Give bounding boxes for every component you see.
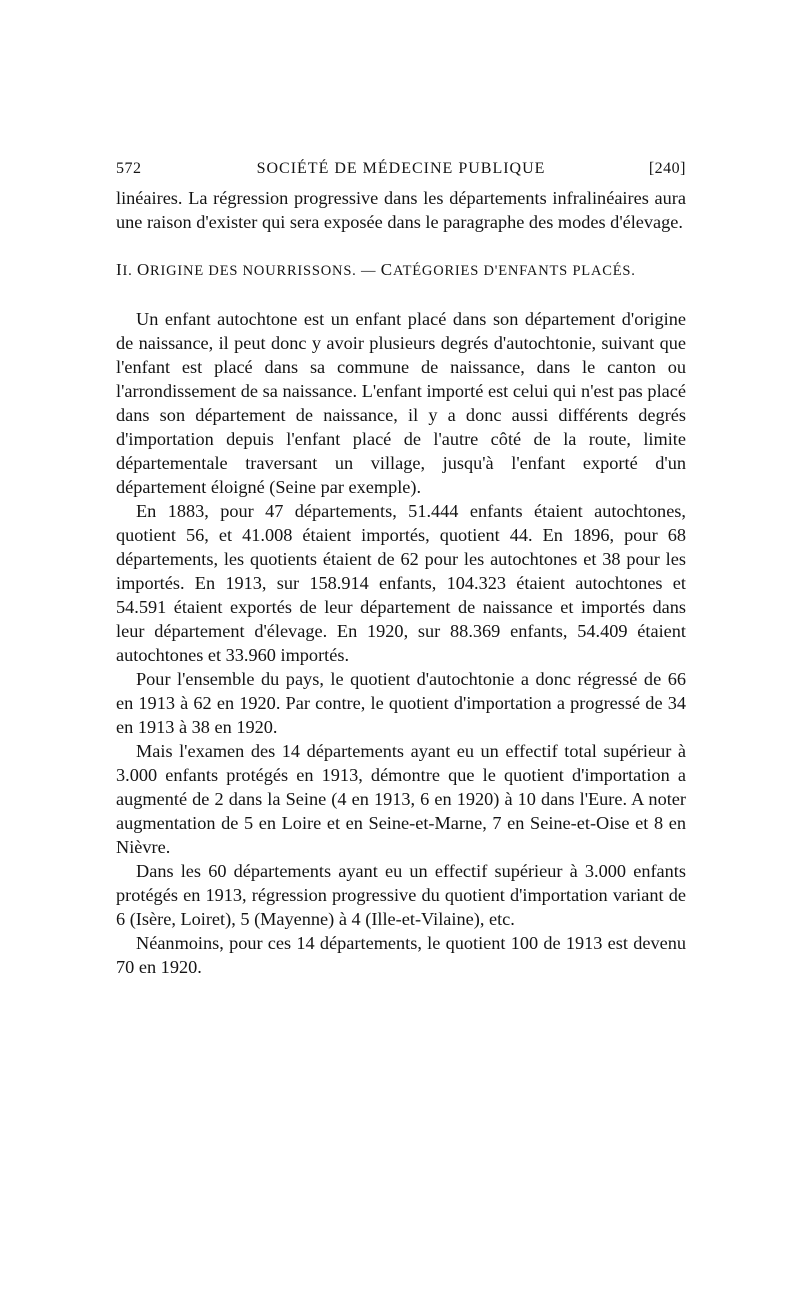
folio-number: [240] — [648, 160, 686, 177]
book-page — [116, 156, 686, 979]
paragraph-conclusion: Néanmoins, pour ces 14 départements, le quotient 100 de 1913 est devenu 70 en 1920. — [116, 933, 686, 977]
section-heading: II. ORIGINE DES NOURRISSONS. — CATÉGORIES D'ENFANTS PLACÉS. — [116, 260, 636, 279]
running-title: SOCIÉTÉ DE MÉDECINE PUBLIQUE — [256, 160, 546, 177]
opening-paragraph: linéaires. La régression progressive dans les départements infralinéaires aura une raison d'exister qui sera exposée dans le paragraphe des modes d'élevage. — [116, 188, 686, 232]
paragraph-sixty-departments: Dans les 60 départements ayant eu un effectif supérieur à 3.000 enfants protégés en 1913, régression progressive du quotient d'importation variant de 6 (Isère, Loiret), 5 (Mayenne) à 4 (Ille-et-Vilaine), etc. — [116, 861, 686, 929]
running-header — [116, 156, 686, 186]
paragraph-definition: Un enfant autochtone est un enfant placé dans son département d'origine de naissance, il peut donc y avoir plusieurs degrés d'autochtonie, suivant que l'enfant est placé dans sa commune de naissance, dans le canton ou l'arrondissement de sa naissance. L'enfant importé est celui qui n'est pas placé dans son département de naissance, il y a donc aussi différents degrés d'importation depuis l'enfant placé de l'autre côté de la route, limite départementale traversant un village, jusqu'à l'enfant exporté d'un département éloigné (Seine par exemple). — [116, 309, 686, 497]
page-number: 572 — [116, 160, 142, 177]
paragraph-statistics: En 1883, pour 47 départements, 51.444 enfants étaient autochtones, quotient 56, et 41.008 étaient importés, quotient 44. En 1896, pour 68 départements, les quotients étaient de 62 pour les autochtones et 38 pour les importés. En 1913, sur 158.914 enfants, 104.323 étaient autochtones et 54.591 étaient exportés de leur département de naissance et importés dans leur département d'élevage. En 1920, sur 88.369 enfants, 54.409 étaient autochtones et 33.960 importés. — [116, 501, 686, 665]
paragraph-national-quotient: Pour l'ensemble du pays, le quotient d'autochtonie a donc régressé de 66 en 1913 à 62 en 1920. Par contre, le quotient d'importation a progressé de 34 en 1913 à 38 en 1920. — [116, 669, 686, 737]
page-body — [116, 186, 686, 979]
paragraph-fourteen-departments: Mais l'examen des 14 départements ayant eu un effectif total supérieur à 3.000 enfants protégés en 1913, démontre que le quotient d'importation a augmenté de 2 dans la Seine (4 en 1913, 6 en 1920) à 10 dans l'Eure. A noter augmentation de 5 en Loire et en Seine-et-Marne, 7 en Seine-et-Oise et 8 en Nièvre. — [116, 741, 686, 857]
